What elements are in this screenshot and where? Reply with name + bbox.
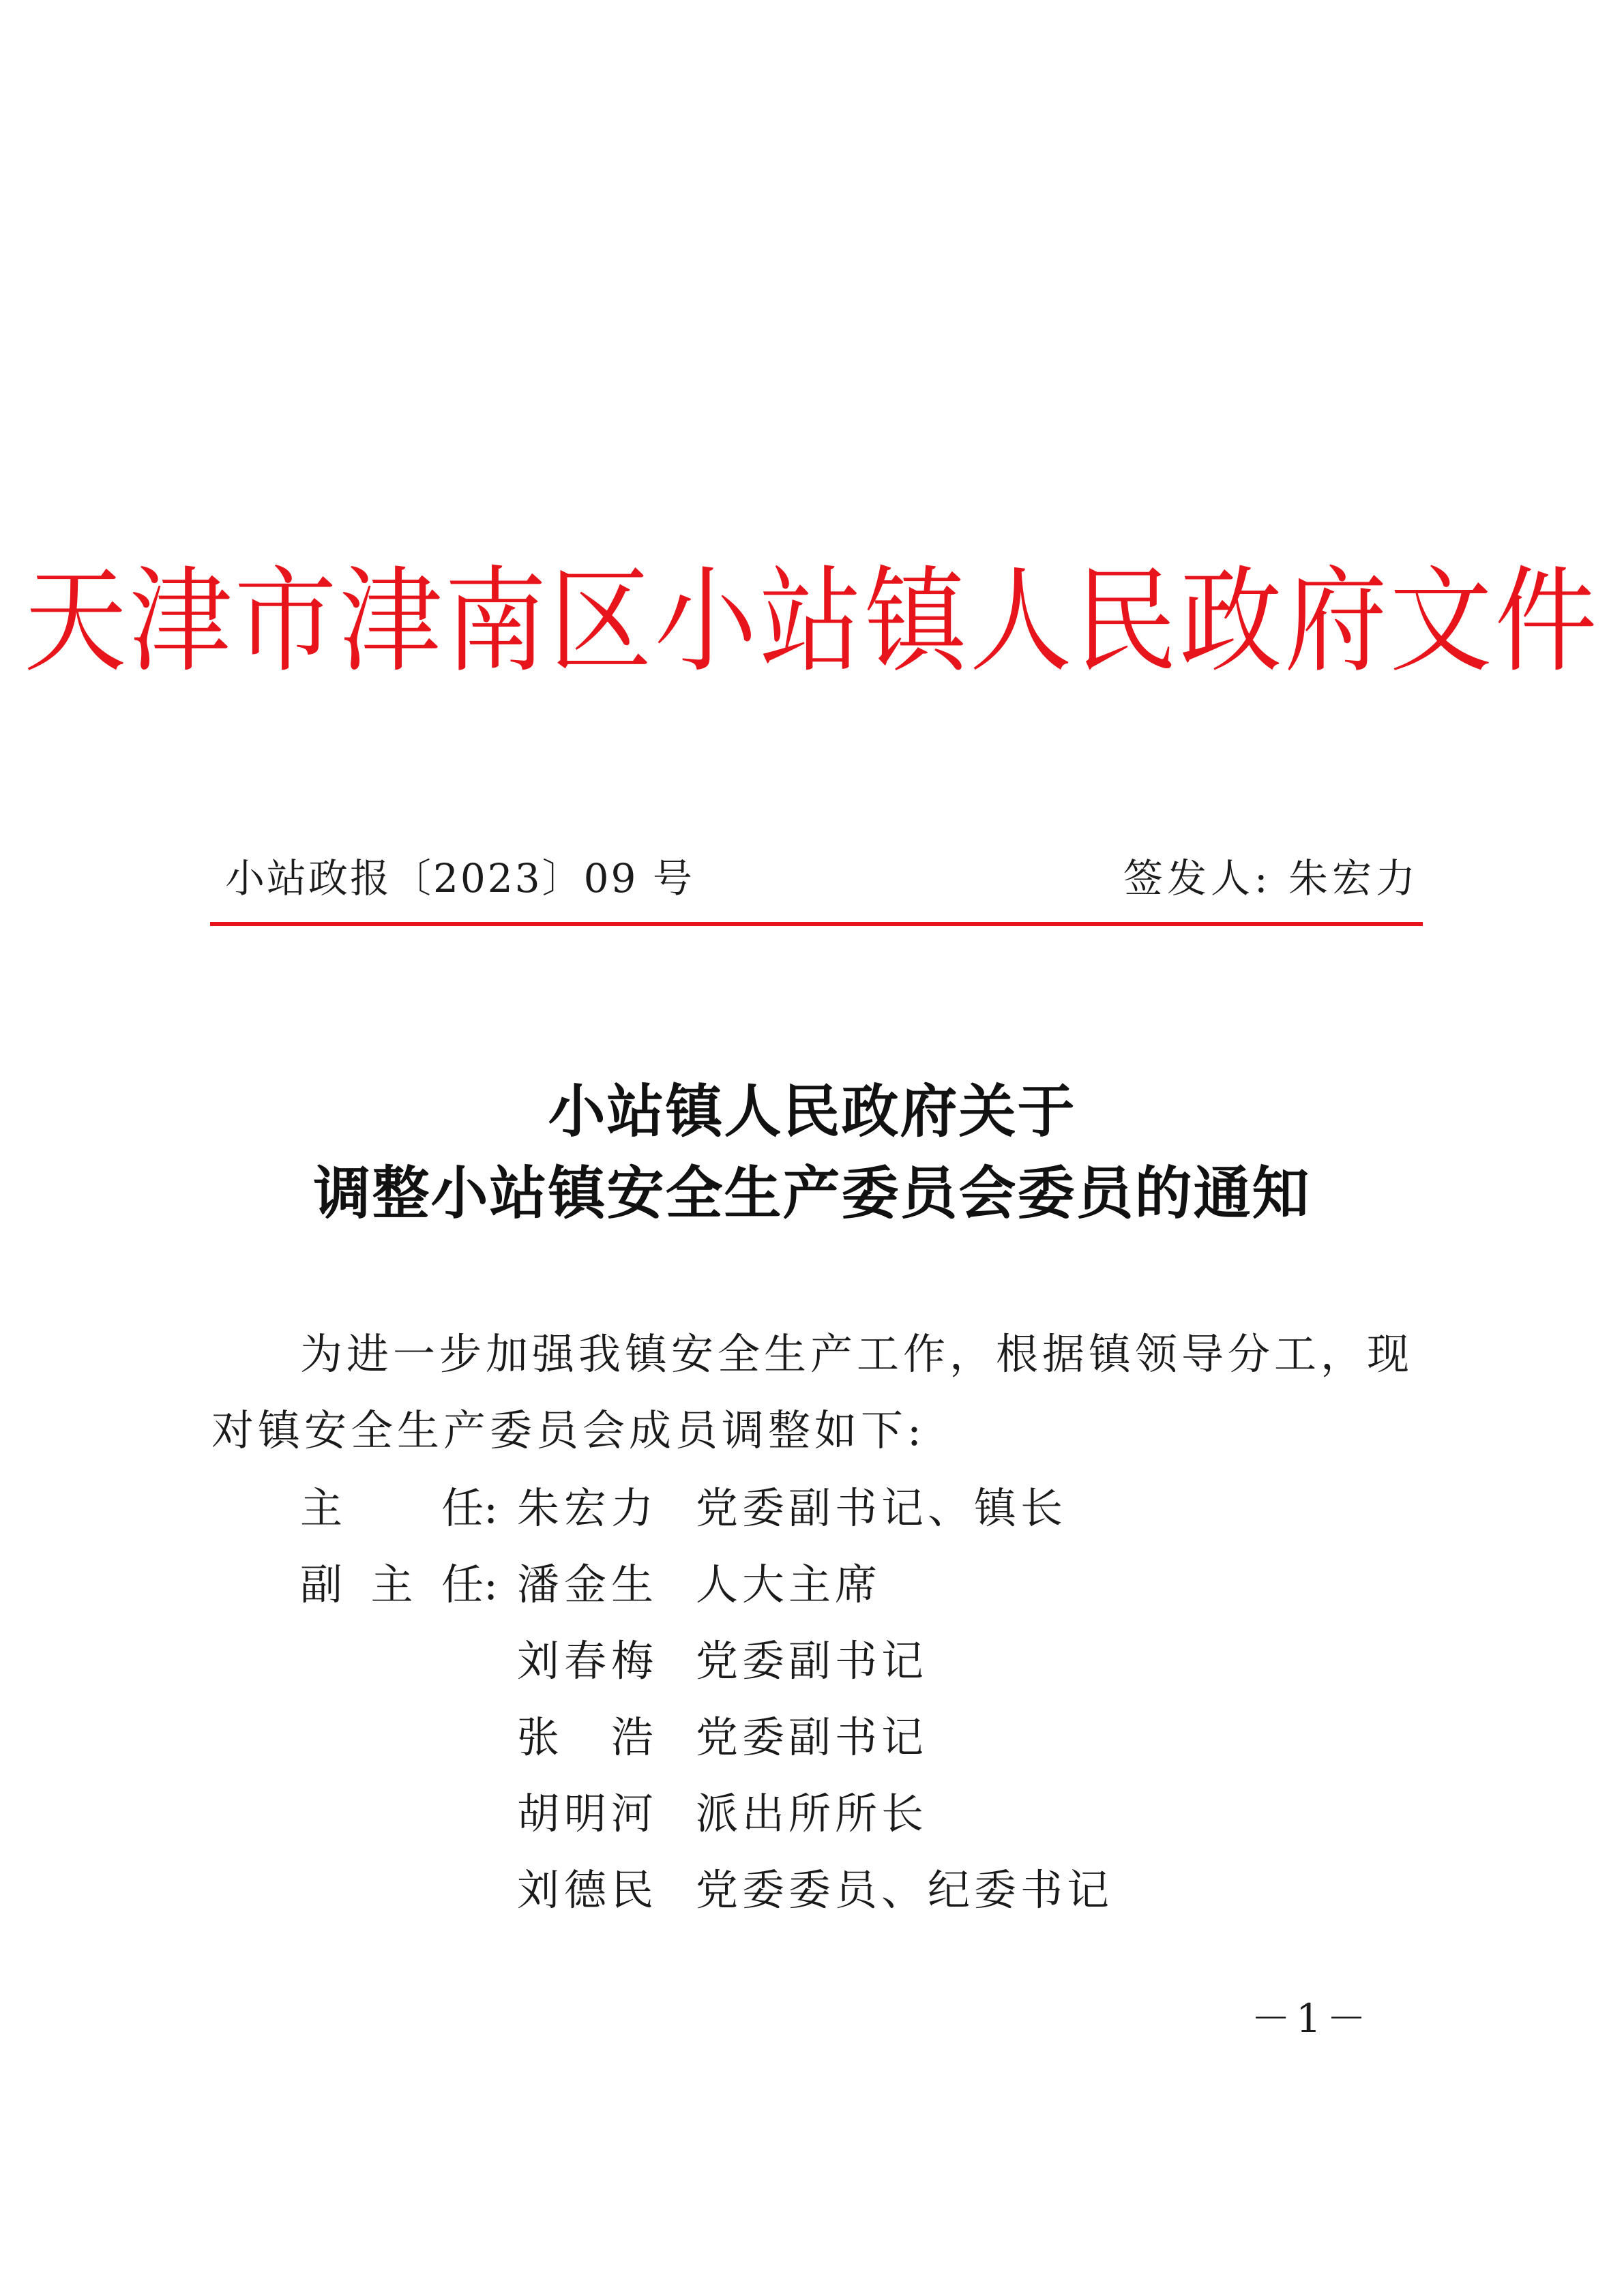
member-position: 党委副书记	[696, 1712, 928, 1762]
document-number: 小站政报〔2023〕09 号	[225, 855, 694, 901]
member-position: 派出所所长	[696, 1789, 928, 1838]
member-name: 潘 金 生	[517, 1560, 653, 1609]
red-separator-line	[210, 922, 1423, 926]
member-position: 党委副书记	[696, 1636, 928, 1686]
member-name: 刘 德 民	[517, 1865, 653, 1915]
signer: 签发人: 朱宏力	[1123, 855, 1419, 901]
issuing-authority-header: 天津市津南区小站镇人民政府文件	[24, 555, 1600, 689]
page-number: －1－	[1251, 1995, 1372, 2042]
member-name: 胡 明 河	[517, 1789, 653, 1838]
notice-title-line-2: 调整小站镇安全生产委员会委员的通知	[313, 1159, 1311, 1227]
member-position: 党委委员、纪委书记	[696, 1865, 1114, 1915]
role-label: 主 任:	[300, 1483, 498, 1533]
member-position: 人大主席	[696, 1560, 882, 1609]
member-position: 党委副书记、镇长	[696, 1483, 1067, 1533]
member-name: 张 浩	[517, 1712, 653, 1762]
member-name: 刘 春 梅	[517, 1636, 653, 1686]
role-label: 副 主 任:	[300, 1560, 498, 1609]
intro-paragraph: 为进一步加强我镇安全生产工作，根据镇领导分工，现对镇安全生产委员会成员调整如下:	[211, 1329, 1414, 1455]
member-name: 朱 宏 力	[517, 1483, 653, 1533]
notice-title-line-1: 小站镇人民政府关于	[548, 1077, 1076, 1145]
